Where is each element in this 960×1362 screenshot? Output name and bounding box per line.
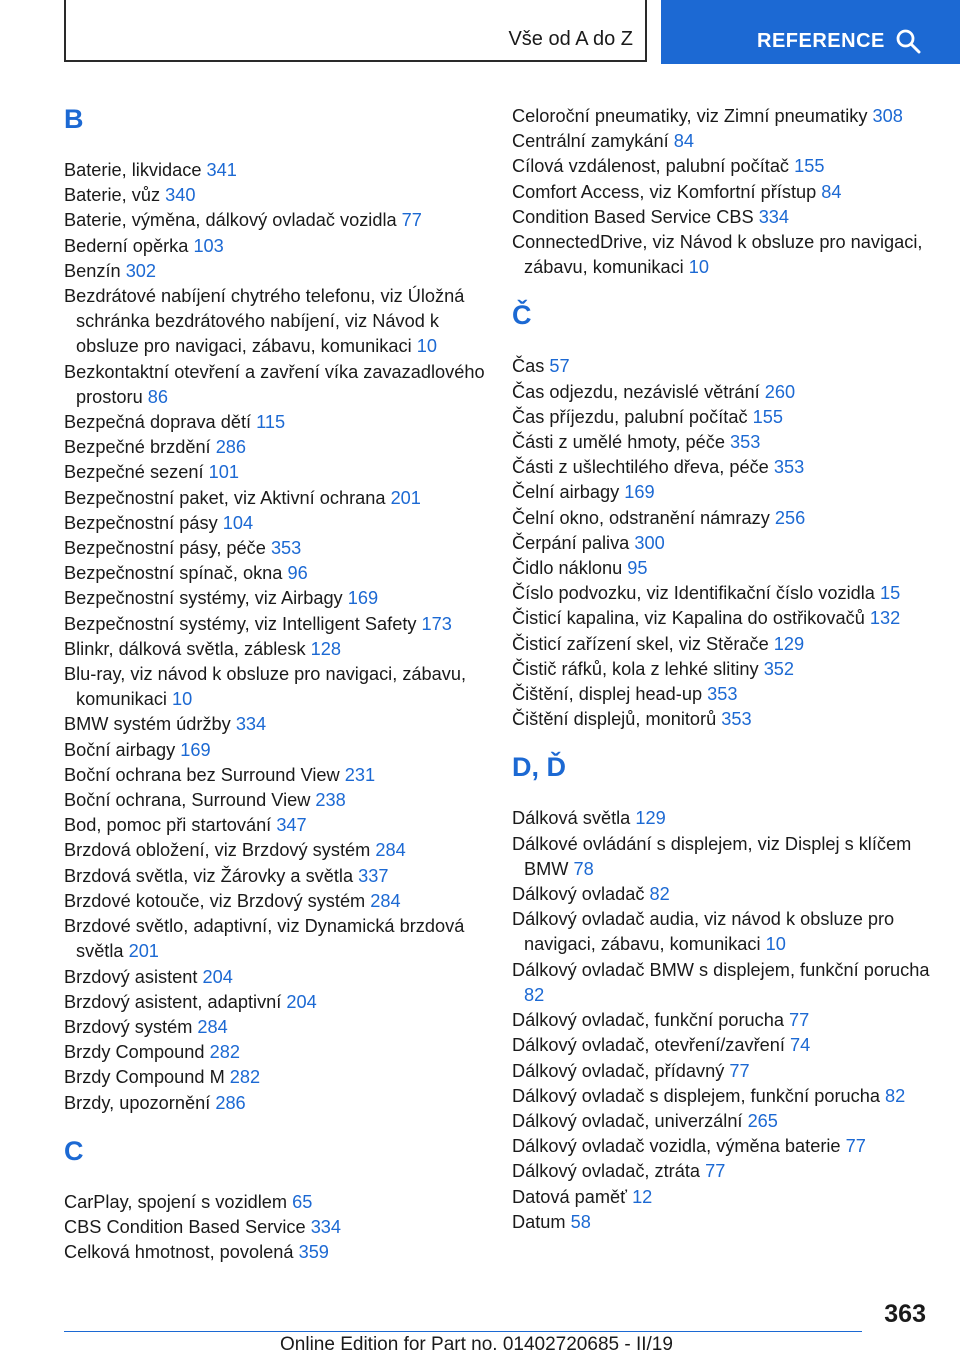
index-entry-page-link[interactable]: 308 bbox=[872, 106, 903, 126]
index-entry-text: Čištění displejů, monitorů bbox=[512, 709, 717, 730]
index-entry-page-link[interactable]: 282 bbox=[209, 1042, 240, 1063]
index-entry-page-link[interactable]: 286 bbox=[215, 1092, 246, 1113]
index-entry bbox=[512, 180, 932, 205]
index-entry bbox=[512, 531, 932, 556]
index-entry-page-link[interactable]: 95 bbox=[627, 558, 648, 579]
section-gap bbox=[512, 280, 932, 300]
index-entry-text: Bezpečnostní systémy, viz Intelligent Safety bbox=[64, 613, 417, 634]
index-entry-page-link[interactable]: 77 bbox=[845, 1136, 866, 1157]
index-entry bbox=[64, 738, 494, 763]
index-entry bbox=[64, 460, 494, 485]
index-entry-text: Comfort Access, viz Komfortní přístup bbox=[512, 181, 817, 202]
index-entry bbox=[64, 990, 494, 1015]
index-entry-text: Čisticí kapalina, viz Kapalina do ostřikovačů bbox=[512, 608, 865, 629]
index-entry-page-link[interactable]: 10 bbox=[765, 934, 786, 955]
index-entry-text: Dálkové ovládání s displejem, viz Displej s klíčem BMW bbox=[512, 833, 912, 879]
index-entry bbox=[64, 511, 494, 536]
index-entry bbox=[512, 430, 932, 455]
index-entry-page-link[interactable]: 231 bbox=[344, 764, 376, 785]
index-entry-text: Čistič ráfků, kola z lehké slitiny bbox=[512, 658, 759, 679]
index-entry-page-link[interactable]: 173 bbox=[421, 613, 452, 634]
search-icon[interactable] bbox=[895, 28, 921, 54]
index-entry-text: Čas bbox=[512, 356, 545, 377]
index-entry bbox=[64, 536, 494, 561]
index-entry bbox=[512, 1159, 932, 1184]
index-entry bbox=[64, 1215, 494, 1240]
index-entry-page-link[interactable]: 78 bbox=[573, 858, 594, 879]
index-entry-text: CBS Condition Based Service bbox=[64, 1216, 306, 1237]
index-entry bbox=[64, 637, 494, 662]
index-entry-text: Bezpečné sezení bbox=[64, 462, 204, 483]
index-entry bbox=[64, 183, 494, 208]
index-entry bbox=[512, 682, 932, 707]
index-entry-text: Brzdový asistent bbox=[64, 966, 198, 987]
index-entry bbox=[64, 1065, 494, 1090]
index-entry-text: Bezpečná doprava dětí bbox=[64, 412, 252, 433]
index-entry-text: Dálkový ovladač, univerzální bbox=[512, 1110, 743, 1131]
index-entry-page-link[interactable]: 337 bbox=[358, 865, 389, 886]
index-entry-page-link[interactable]: 101 bbox=[208, 462, 239, 483]
index-entry-page-link[interactable]: 155 bbox=[752, 406, 783, 427]
index-entry-text: Brzdy Compound bbox=[64, 1042, 205, 1063]
index-entry-text: Dálková světla bbox=[512, 808, 631, 829]
index-entry-text: Centrální zamykání bbox=[512, 131, 669, 152]
page-number: 363 bbox=[884, 1300, 926, 1328]
index-entry-page-link[interactable]: 238 bbox=[315, 790, 346, 811]
index-entry-text: Dálkový ovladač audia, viz návod k obsluze pro navigaci, zábavu, komunikaci bbox=[512, 909, 895, 955]
index-entry-page-link[interactable]: 129 bbox=[773, 633, 805, 654]
index-entry-text: Brzdová světla, viz Žárovky a světla bbox=[64, 865, 354, 886]
index-entry-text: Části z ušlechtilého dřeva, péče bbox=[512, 457, 769, 478]
index-entry-text: Datum bbox=[512, 1211, 566, 1232]
index-entry bbox=[512, 958, 932, 1008]
index-entry bbox=[512, 205, 932, 230]
index-entry-text: Brzdové kotouče, viz Brzdový systém bbox=[64, 890, 366, 911]
index-entry-page-link[interactable]: 15 bbox=[879, 583, 901, 604]
index-entry bbox=[512, 104, 932, 129]
index-entry bbox=[512, 707, 932, 732]
index-entry-text: ConnectedDrive, viz Návod k obsluze pro navigaci, zábavu, komunikaci bbox=[512, 232, 923, 278]
index-entry-text: CarPlay, spojení s vozidlem bbox=[64, 1191, 288, 1212]
index-entry-page-link[interactable]: 353 bbox=[270, 538, 302, 559]
index-entry bbox=[512, 455, 932, 480]
index-entry-page-link[interactable]: 353 bbox=[721, 709, 752, 730]
footer-divider bbox=[64, 1331, 862, 1332]
index-entry-page-link[interactable]: 77 bbox=[705, 1161, 726, 1182]
index-entry bbox=[512, 380, 932, 405]
index-entry-text: Čelní okno, odstranění námrazy bbox=[512, 507, 770, 528]
index-entry-text: Blinkr, dálková světla, záblesk bbox=[64, 638, 306, 659]
index-entry-text: Benzín bbox=[64, 260, 121, 281]
index-entry-page-link[interactable]: 77 bbox=[789, 1010, 810, 1031]
index-entry bbox=[512, 1210, 932, 1235]
index-entry bbox=[64, 1015, 494, 1040]
index-entry bbox=[512, 230, 932, 280]
index-entry-text: Dálkový ovladač bbox=[512, 884, 645, 905]
index-entry-page-link[interactable]: 103 bbox=[193, 235, 224, 256]
index-entry-page-link[interactable]: 353 bbox=[730, 432, 761, 453]
index-entry bbox=[512, 832, 932, 882]
index-entry-page-link[interactable]: 300 bbox=[634, 532, 665, 553]
index-entry-text: Boční ochrana bez Surround View bbox=[64, 764, 340, 785]
section-letter-heading: B bbox=[64, 104, 84, 134]
index-entry-text: Bod, pomoc při startování bbox=[64, 815, 272, 836]
index-entry-text: Dálkový ovladač s displejem, funkční porucha bbox=[512, 1085, 880, 1106]
index-entry-text: Brzdy, upozornění bbox=[64, 1092, 211, 1113]
index-entry-text: Baterie, výměna, dálkový ovladač vozidla bbox=[64, 210, 397, 231]
index-entry-text: Čerpání paliva bbox=[512, 532, 630, 553]
index-entry bbox=[512, 480, 932, 505]
index-entry-text: Dálkový ovladač BMW s displejem, funkční porucha bbox=[512, 959, 930, 980]
index-entry bbox=[512, 632, 932, 657]
index-entry-text: Datová paměť bbox=[512, 1186, 627, 1207]
index-entry-page-link[interactable]: 128 bbox=[310, 638, 342, 659]
index-entry bbox=[64, 914, 494, 964]
index-entry-page-link[interactable]: 352 bbox=[763, 658, 795, 679]
index-entry-page-link[interactable]: 155 bbox=[794, 156, 825, 177]
index-entry bbox=[512, 1033, 932, 1058]
index-entry-page-link[interactable]: 74 bbox=[790, 1035, 811, 1056]
index-entry-text: Brzdy Compound M bbox=[64, 1067, 225, 1088]
index-entry-page-link[interactable]: 334 bbox=[310, 1216, 342, 1237]
index-entry bbox=[64, 486, 494, 511]
index-entry bbox=[64, 435, 494, 460]
index-entry-page-link[interactable]: 86 bbox=[147, 386, 169, 407]
index-entry-text: Bezdrátové nabíjení chytrého telefonu, viz Úložná schránka bezdrátového nabíjení, viz Návod k obsluze pro navigaci, zábavu, komunikaci bbox=[64, 286, 465, 357]
index-entry-page-link[interactable]: 341 bbox=[206, 160, 237, 180]
index-entry-page-link[interactable]: 340 bbox=[165, 185, 196, 206]
index-entry-page-link[interactable]: 57 bbox=[549, 356, 570, 377]
index-entry bbox=[64, 1240, 494, 1265]
index-entry-page-link[interactable]: 353 bbox=[773, 457, 805, 478]
index-entry-text: Bezpečnostní pásy bbox=[64, 512, 218, 533]
index-entry-page-link[interactable]: 286 bbox=[215, 437, 247, 458]
section-letter-heading: Č bbox=[512, 300, 532, 331]
index-entry-text: Dálkový ovladač, otevření/zavření bbox=[512, 1035, 785, 1056]
index-entry bbox=[64, 410, 494, 435]
index-entry-text: Bezkontaktní otevření a zavření víka zavazadlového prostoru bbox=[64, 361, 485, 407]
index-entry-page-link[interactable]: 84 bbox=[821, 181, 842, 202]
header-section-title: Vše od A do Z bbox=[508, 28, 633, 50]
index-entry-text: Bezpečnostní paket, viz Aktivní ochrana bbox=[64, 487, 386, 508]
index-entry bbox=[512, 556, 932, 581]
index-entry-page-link[interactable]: 12 bbox=[632, 1186, 653, 1207]
index-entry-text: Bederní opěrka bbox=[64, 235, 189, 256]
index-column-left bbox=[64, 104, 494, 1265]
index-entry-page-link[interactable]: 284 bbox=[197, 1016, 228, 1037]
index-entry-page-link[interactable]: 82 bbox=[885, 1085, 906, 1106]
index-entry-page-link[interactable]: 334 bbox=[235, 714, 267, 735]
index-entry bbox=[64, 763, 494, 788]
index-entry-page-link[interactable]: 256 bbox=[774, 507, 806, 528]
index-entry-page-link[interactable]: 169 bbox=[347, 588, 379, 609]
index-entry bbox=[64, 360, 494, 410]
index-entry-text: Čištění, displej head-up bbox=[512, 684, 703, 705]
index-entry-text: Číslo podvozku, viz Identifikační číslo vozidla bbox=[512, 583, 875, 604]
index-entry-page-link[interactable]: 82 bbox=[649, 884, 670, 905]
index-entry-text: Boční airbagy bbox=[64, 739, 176, 760]
index-entry-text: Celková hmotnost, povolená bbox=[64, 1242, 294, 1263]
index-entry-page-link[interactable]: 169 bbox=[180, 739, 211, 760]
index-entry-page-link[interactable]: 104 bbox=[222, 512, 254, 533]
index-entry-page-link[interactable]: 129 bbox=[635, 808, 666, 829]
index-entry-text: Blu-ray, viz návod k obsluze pro navigaci, zábavu, komunikaci bbox=[64, 664, 467, 710]
reference-label: REFERENCE bbox=[757, 30, 885, 52]
index-entry bbox=[64, 788, 494, 813]
index-entry bbox=[512, 1084, 932, 1109]
index-entry-text: Bezpečnostní systémy, viz Airbagy bbox=[64, 588, 343, 609]
index-entry bbox=[512, 1185, 932, 1210]
index-entry bbox=[64, 561, 494, 586]
index-entry-text: Brzdové světlo, adaptivní, viz Dynamická brzdová světla bbox=[64, 916, 465, 962]
index-entry bbox=[64, 965, 494, 990]
section-gap bbox=[512, 732, 932, 752]
section-letter-heading: C bbox=[64, 1135, 84, 1166]
index-entry-page-link[interactable]: 10 bbox=[172, 689, 193, 710]
index-entry-text: Boční ochrana, Surround View bbox=[64, 790, 311, 811]
index-entry-page-link[interactable]: 260 bbox=[764, 381, 796, 402]
index-entry bbox=[64, 662, 494, 712]
index-entry-page-link[interactable]: 334 bbox=[758, 206, 790, 227]
index-entry-text: Brzdový asistent, adaptivní bbox=[64, 991, 282, 1012]
index-entry-page-link[interactable]: 96 bbox=[287, 563, 308, 584]
header-reference-tab[interactable] bbox=[661, 0, 960, 64]
index-entry-page-link[interactable]: 77 bbox=[729, 1060, 750, 1081]
index-entry bbox=[512, 405, 932, 430]
index-entry-page-link[interactable]: 10 bbox=[688, 257, 710, 278]
index-entry bbox=[512, 1134, 932, 1159]
index-entry-text: Bezpečné brzdění bbox=[64, 437, 211, 458]
index-entry-text: Brzdový systém bbox=[64, 1016, 193, 1037]
index-entry-text: Baterie, vůz bbox=[64, 185, 161, 206]
index-entry bbox=[512, 606, 932, 631]
index-entry-text: Čisticí zařízení skel, viz Stěrače bbox=[512, 633, 769, 654]
index-entry-page-link[interactable]: 201 bbox=[390, 487, 421, 508]
index-entry-page-link[interactable]: 201 bbox=[128, 941, 159, 962]
index-entry bbox=[512, 882, 932, 907]
index-entry-text: Brzdová obložení, viz Brzdový systém bbox=[64, 840, 371, 861]
index-entry bbox=[512, 1109, 932, 1134]
index-entry-page-link[interactable]: 265 bbox=[747, 1110, 778, 1131]
index-entry-text: Dálkový ovladač, přídavný bbox=[512, 1060, 725, 1081]
index-entry bbox=[64, 712, 494, 737]
index-entry-text: Čelní airbagy bbox=[512, 482, 620, 503]
index-entry-text: Dálkový ovladač, ztráta bbox=[512, 1161, 701, 1182]
index-entry-text: Čidlo náklonu bbox=[512, 558, 623, 579]
index-entry-text: Bezpečnostní spínač, okna bbox=[64, 563, 283, 584]
index-entry bbox=[512, 581, 932, 606]
index-entry bbox=[64, 1190, 494, 1215]
index-entry-text: Bezpečnostní pásy, péče bbox=[64, 538, 266, 559]
index-entry bbox=[64, 1040, 494, 1065]
index-entry bbox=[64, 864, 494, 889]
index-entry-page-link[interactable]: 82 bbox=[524, 984, 545, 1005]
index-entry bbox=[64, 813, 494, 838]
index-entry-page-link[interactable]: 77 bbox=[401, 210, 422, 231]
index-entry bbox=[64, 889, 494, 914]
index-entry bbox=[512, 1059, 932, 1084]
index-entry-page-link[interactable]: 169 bbox=[624, 482, 655, 503]
index-entry bbox=[64, 158, 494, 183]
index-entry bbox=[64, 838, 494, 863]
index-entry-text: Baterie, likvidace bbox=[64, 160, 202, 180]
index-entry-text: Části z umělé hmoty, péče bbox=[512, 432, 725, 453]
index-entry-page-link[interactable]: 353 bbox=[707, 684, 738, 705]
header-section-box bbox=[64, 0, 647, 62]
index-entry bbox=[64, 234, 494, 259]
index-entry bbox=[64, 612, 494, 637]
index-entry-page-link[interactable]: 282 bbox=[229, 1067, 261, 1088]
index-entry bbox=[64, 208, 494, 233]
index-entry-page-link[interactable]: 204 bbox=[286, 991, 317, 1012]
index-entry bbox=[512, 154, 932, 179]
index-entry-page-link[interactable]: 65 bbox=[292, 1191, 313, 1212]
index-entry bbox=[64, 586, 494, 611]
index-entry-text: Celoroční pneumatiky, viz Zimní pneumatiky bbox=[512, 106, 868, 126]
index-entry-page-link[interactable]: 58 bbox=[570, 1211, 591, 1232]
index-entry bbox=[512, 657, 932, 682]
index-entry bbox=[512, 506, 932, 531]
index-entry-text: Dálkový ovladač vozidla, výměna baterie bbox=[512, 1136, 841, 1157]
index-entry-text: BMW systém údržby bbox=[64, 714, 231, 735]
index-entry-page-link[interactable]: 359 bbox=[298, 1242, 329, 1263]
index-entry-page-link[interactable]: 115 bbox=[256, 412, 286, 433]
index-entry bbox=[64, 284, 494, 360]
index-entry-text: Dálkový ovladač, funkční porucha bbox=[512, 1010, 784, 1031]
index-entry bbox=[512, 1008, 932, 1033]
index-entry-page-link[interactable]: 84 bbox=[673, 131, 694, 152]
index-entry bbox=[64, 1091, 494, 1116]
index-entry-page-link[interactable]: 347 bbox=[276, 815, 307, 836]
footer-edition-text: Online Edition for Part no. 01402720685 - II/19 bbox=[280, 1334, 673, 1355]
index-entry-page-link[interactable]: 284 bbox=[370, 890, 401, 911]
index-entry bbox=[512, 806, 932, 831]
index-entry-text: Condition Based Service CBS bbox=[512, 206, 754, 227]
index-entry-text: Cílová vzdálenost, palubní počítač bbox=[512, 156, 790, 177]
section-gap bbox=[64, 1116, 494, 1136]
index-entry bbox=[512, 129, 932, 154]
index-entry-page-link[interactable]: 302 bbox=[125, 260, 157, 281]
section-letter-heading: D, Ď bbox=[512, 752, 566, 783]
index-entry bbox=[512, 354, 932, 379]
index-entry-page-link[interactable]: 284 bbox=[375, 840, 406, 861]
index-entry bbox=[64, 259, 494, 284]
index-entry-text: Čas příjezdu, palubní počítač bbox=[512, 406, 748, 427]
index-entry-text: Čas odjezdu, nezávislé větrání bbox=[512, 381, 760, 402]
index-column-right bbox=[512, 104, 932, 1235]
index-entry-page-link[interactable]: 10 bbox=[416, 336, 437, 357]
index-entry bbox=[512, 907, 932, 957]
index-entry-page-link[interactable]: 204 bbox=[202, 966, 233, 987]
index-entry-page-link[interactable]: 132 bbox=[869, 608, 901, 629]
